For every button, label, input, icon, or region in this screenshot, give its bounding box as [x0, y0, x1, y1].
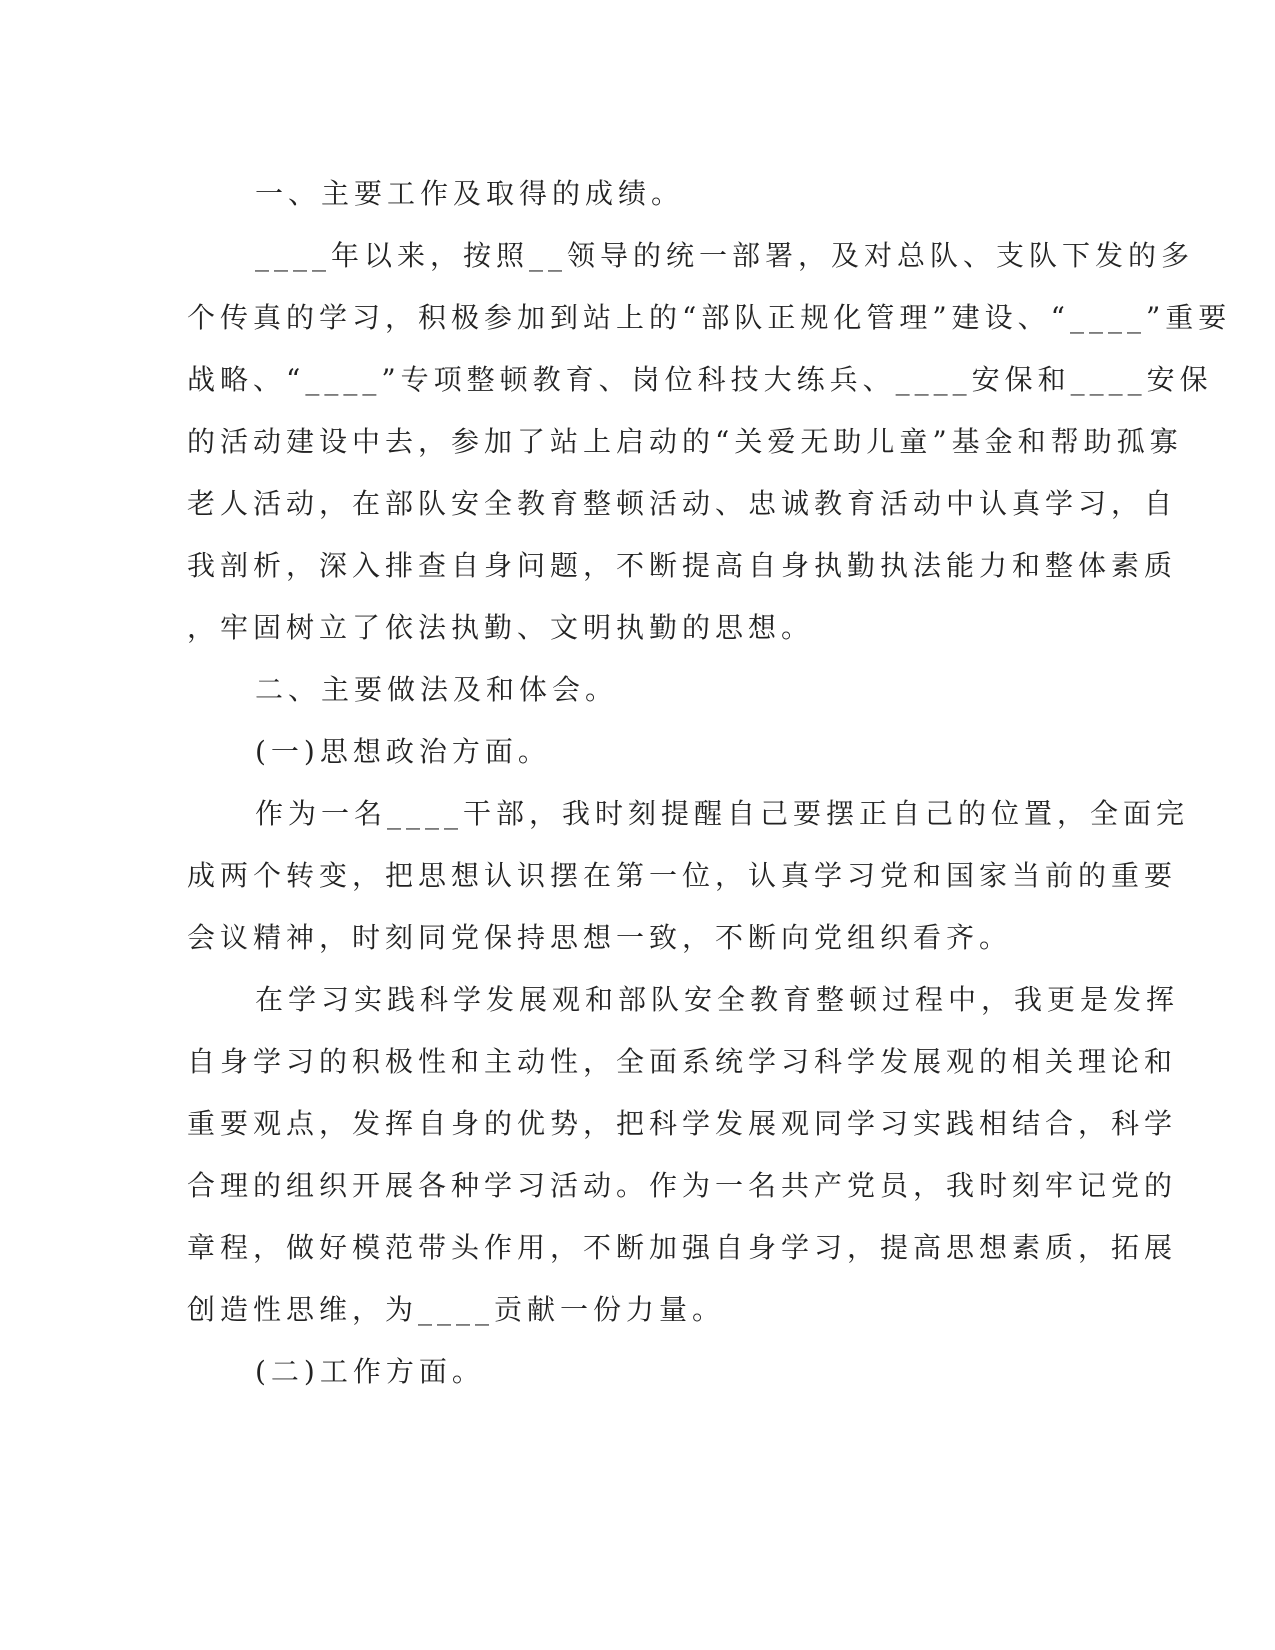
document-body — [187, 163, 1232, 1403]
subheading-work — [187, 1341, 1067, 1403]
text-line: (二)工作方面。 — [255, 1355, 485, 1388]
text-line: ____年以来，按照__领导的统一部署，及对总队、支队下发的多 — [255, 239, 1195, 272]
text-line: 重要观点，发挥自身的优势，把科学发展观同学习实践相结合，科学 — [187, 1107, 1178, 1140]
text-line: 合理的组织开展各种学习活动。作为一名共产党员，我时刻牢记党的 — [187, 1169, 1178, 1202]
text-line: 我剖析，深入排查自身问题，不断提高自身执勤执法能力和整体素质 — [187, 549, 1178, 582]
text-line: 创造性思维，为____贡献一份力量。 — [187, 1293, 726, 1326]
text-line: 个传真的学习，积极参加到站上的“部队正规化管理”建设、“____”重要 — [187, 301, 1232, 334]
section-heading-methods — [187, 659, 1067, 721]
text-line: 章程，做好模范带头作用，不断加强自身学习，提高思想素质，拓展 — [187, 1231, 1178, 1264]
text-line: (一)思想政治方面。 — [255, 735, 551, 768]
text-line: 战略、“____”专项整顿教育、岗位科技大练兵、____安保和____安保 — [187, 363, 1213, 396]
paragraph-political-2 — [187, 969, 1180, 1341]
text-line: 在学习实践科学发展观和部队安全教育整顿过程中，我更是发挥 — [255, 983, 1180, 1016]
section-heading-achievements — [187, 163, 1067, 225]
paragraph-achievements — [187, 225, 1232, 659]
text-line: 成两个转变，把思想认识摆在第一位，认真学习党和国家当前的重要 — [187, 859, 1178, 892]
paragraph-political-1 — [187, 783, 1190, 969]
text-line: ，牢固树立了依法执勤、文明执勤的思想。 — [187, 611, 815, 644]
text-line: 作为一名____干部，我时刻提醒自己要摆正自己的位置，全面完 — [255, 797, 1190, 830]
text-line: 自身学习的积极性和主动性，全面系统学习科学发展观的相关理论和 — [187, 1045, 1178, 1078]
text-line: 会议精神，时刻同党保持思想一致，不断向党组织看齐。 — [187, 921, 1013, 954]
text-line: 二、主要做法及和体会。 — [255, 673, 619, 706]
text-line: 的活动建设中去，参加了站上启动的“关爱无助儿童”基金和帮助孤寡 — [187, 425, 1183, 458]
text-line: 一、主要工作及取得的成绩。 — [255, 177, 685, 210]
text-line: 老人活动，在部队安全教育整顿活动、忠诚教育活动中认真学习，自 — [187, 487, 1178, 520]
subheading-political — [187, 721, 1067, 783]
